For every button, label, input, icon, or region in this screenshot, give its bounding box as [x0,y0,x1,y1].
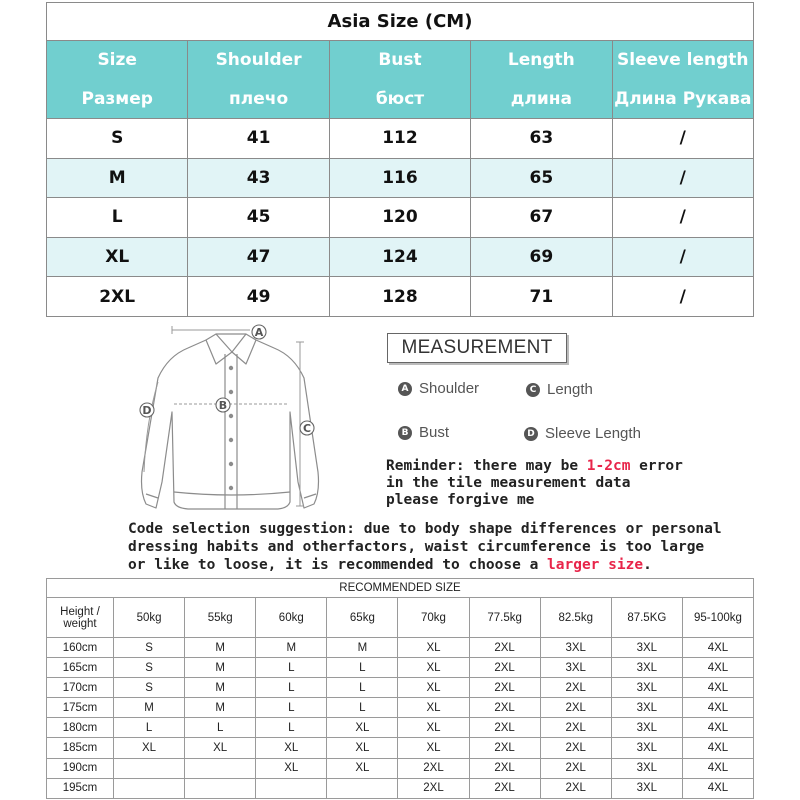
size-cell-sleeve-length: / [612,119,753,159]
recommended-size-cell: 2XL [540,698,611,718]
size-cell-bust: 128 [329,277,470,317]
recommended-size-cell: 3XL [611,658,682,678]
size-cell-shoulder: 41 [188,119,329,159]
legend-marker-d: D [524,427,538,441]
size-cell-length: 65 [471,158,612,198]
recommended-size-cell: L [256,698,327,718]
recommended-size-cell: 2XL [469,658,540,678]
legend-label: Bust [419,424,450,441]
recommended-size-cell: XL [398,718,469,738]
recommended-size-cell: 4XL [682,778,753,798]
size-cell-size: XL [47,237,188,277]
marker-b: B [218,399,228,412]
suggestion-line1: Code selection suggestion: due to body shape differences or personal [128,521,722,537]
recommended-size-cell: XL [114,738,185,758]
size-cell-shoulder: 47 [188,237,329,277]
weight-header: 60kg [256,598,327,638]
shirt-diagram [128,322,338,518]
recommended-size-cell: XL [327,718,398,738]
table-row [47,778,754,798]
size-cell-length: 69 [471,237,612,277]
weight-header: 77.5kg [469,598,540,638]
recommended-size-cell: L [256,658,327,678]
size-row [47,198,754,238]
recommended-size-cell [185,758,256,778]
recommended-size-cell: 2XL [469,638,540,658]
size-header-en-row [47,41,754,80]
suggestion-line3-start: or like to loose, it is recommended to choose a [128,557,548,573]
header-size: Size [47,41,188,80]
suggestion-line3-end: . [643,557,652,573]
reminder-line1-end: error [630,458,683,474]
recommended-size-cell: M [327,638,398,658]
weight-header: 55kg [185,598,256,638]
recommended-size-cell: 2XL [398,778,469,798]
height-weight-corner [47,598,114,638]
marker-d: D [142,404,152,417]
corner-label-line1: Height / [60,605,100,618]
table-row [47,698,754,718]
recommended-size-cell: 2XL [469,738,540,758]
size-cell-size: S [47,119,188,159]
recommended-size-cell: 4XL [682,698,753,718]
recommended-size-cell: L [327,658,398,678]
size-cell-sleeve-length: / [612,277,753,317]
recommended-size-cell: 2XL [398,758,469,778]
height-cell: 170cm [47,678,114,698]
legend-marker-a: A [398,382,412,396]
height-cell: 180cm [47,718,114,738]
recommended-size-cell: 3XL [611,758,682,778]
size-row [47,158,754,198]
header-sleeve-length-ru: Длина Рукава [612,80,753,119]
reminder-line1-start: Reminder: there may be [386,458,587,474]
marker-c: C [302,422,312,435]
recommended-size-cell [185,778,256,798]
recommended-size-cell: XL [398,678,469,698]
recommended-size-cell [327,778,398,798]
legend-shoulder [398,380,479,397]
legend-bust [398,424,449,441]
size-header-ru-row [47,80,754,119]
size-cell-size: M [47,158,188,198]
recommended-size-cell: XL [327,738,398,758]
size-cell-bust: 120 [329,198,470,238]
header-size-ru: Размер [47,80,188,119]
recommended-size-cell: L [114,718,185,738]
recommended-size-cell: 2XL [469,698,540,718]
size-suggestion-text [128,520,788,574]
corner-label-line2: weight [63,617,97,630]
header-bust: Bust [329,41,470,80]
recommended-size-cell: L [256,678,327,698]
height-cell: 175cm [47,698,114,718]
recommended-size-cell: 2XL [540,738,611,758]
recommended-size-cell: 2XL [540,718,611,738]
legend-marker-b: B [398,426,412,440]
recommended-size-cell: 3XL [611,718,682,738]
size-cell-size: L [47,198,188,238]
size-cell-sleeve-length: / [612,198,753,238]
table-row [47,758,754,778]
recommended-size-cell: S [114,678,185,698]
size-cell-shoulder: 49 [188,277,329,317]
header-bust-ru: бюст [329,80,470,119]
recommended-size-cell: 3XL [611,738,682,758]
legend-marker-c: C [526,383,540,397]
header-length-ru: длина [471,80,612,119]
recommended-size-cell: M [185,638,256,658]
recommended-size-cell: 3XL [611,778,682,798]
recommended-size-cell: 2XL [540,758,611,778]
recommended-size-cell [256,778,327,798]
recommended-size-cell: 2XL [469,758,540,778]
recommended-size-cell: XL [398,698,469,718]
recommended-size-cell: M [114,698,185,718]
suggestion-larger-size: larger size [547,557,644,573]
size-row [47,237,754,277]
weight-header: 50kg [114,598,185,638]
reminder-line2: in the tile measurement data [386,475,631,491]
recommended-size-cell [114,778,185,798]
height-cell: 190cm [47,758,114,778]
recommended-size-cell: XL [398,738,469,758]
size-cell-sleeve-length: / [612,237,753,277]
size-cell-bust: 116 [329,158,470,198]
recommended-size-cell: 2XL [540,778,611,798]
measurement-title: MEASUREMENT [387,333,567,363]
reminder-line3: please forgive me [386,492,535,508]
recommended-size-cell: 4XL [682,678,753,698]
size-row [47,119,754,159]
table-row [47,638,754,658]
recommended-size-cell: 2XL [469,678,540,698]
recommended-size-cell: 4XL [682,738,753,758]
recommended-size-cell: 2XL [469,718,540,738]
table-row [47,718,754,738]
weight-header: 82.5kg [540,598,611,638]
weight-header: 70kg [398,598,469,638]
recommended-size-cell: M [185,698,256,718]
height-cell: 165cm [47,658,114,678]
legend-sleeve-length [524,425,641,442]
recommended-size-cell: M [185,678,256,698]
recommended-size-table [46,578,754,799]
size-table [46,2,754,317]
weight-header: 87.5KG [611,598,682,638]
size-cell-length: 71 [471,277,612,317]
legend-label: Sleeve Length [545,425,641,442]
size-cell-bust: 112 [329,119,470,159]
size-cell-shoulder: 43 [188,158,329,198]
size-table-title: Asia Size (CM) [47,3,754,41]
legend-length [526,381,593,398]
table-row [47,658,754,678]
size-cell-shoulder: 45 [188,198,329,238]
recommended-size-cell: 2XL [540,678,611,698]
table-row [47,738,754,758]
recommended-size-cell: 4XL [682,638,753,658]
size-cell-bust: 124 [329,237,470,277]
weight-header: 65kg [327,598,398,638]
reminder-text [386,458,706,509]
recommended-size-cell: L [327,678,398,698]
legend-label: Length [547,381,593,398]
size-cell-sleeve-length: / [612,158,753,198]
recommended-size-cell: XL [398,638,469,658]
weight-header: 95-100kg [682,598,753,638]
header-sleeve-length: Sleeve length [612,41,753,80]
recommended-size-cell: S [114,638,185,658]
recommended-size-cell: XL [185,738,256,758]
height-cell: 185cm [47,738,114,758]
table-row [47,678,754,698]
height-cell: 195cm [47,778,114,798]
recommended-size-cell: XL [256,738,327,758]
recommended-title: RECOMMENDED SIZE [47,579,754,598]
recommended-size-cell: 3XL [611,638,682,658]
marker-a: A [254,326,264,339]
recommended-size-cell: XL [398,658,469,678]
legend-label: Shoulder [419,380,480,397]
height-cell: 160cm [47,638,114,658]
recommended-size-cell: 3XL [611,678,682,698]
recommended-size-cell: 2XL [469,778,540,798]
recommended-size-cell [114,758,185,778]
recommended-size-cell: 3XL [540,658,611,678]
weight-header-row [47,598,754,638]
header-shoulder: Shoulder [188,41,329,80]
header-shoulder-ru: плечо [188,80,329,119]
suggestion-line2: dressing habits and otherfactors, waist circumference is too large [128,539,705,555]
recommended-size-cell: XL [327,758,398,778]
recommended-size-cell: XL [256,758,327,778]
recommended-size-cell: L [185,718,256,738]
size-cell-length: 63 [471,119,612,159]
reminder-error-range: 1-2cm [586,458,631,474]
recommended-size-cell: 3XL [540,638,611,658]
recommended-size-cell: 4XL [682,758,753,778]
recommended-size-cell: L [256,718,327,738]
recommended-size-cell: L [327,698,398,718]
size-cell-length: 67 [471,198,612,238]
recommended-size-cell: 3XL [611,698,682,718]
recommended-size-cell: 4XL [682,718,753,738]
size-row [47,277,754,317]
recommended-size-cell: M [256,638,327,658]
size-cell-size: 2XL [47,277,188,317]
header-length: Length [471,41,612,80]
recommended-size-cell: M [185,658,256,678]
recommended-size-cell: 4XL [682,658,753,678]
recommended-size-cell: S [114,658,185,678]
